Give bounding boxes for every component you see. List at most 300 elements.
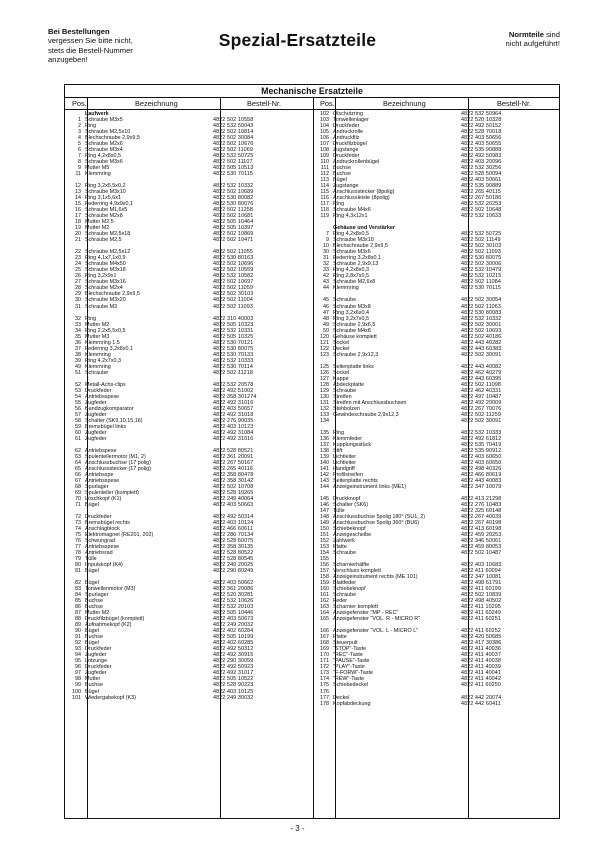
part-pos: 174	[320, 676, 329, 683]
part-number: 4822 443 40083	[461, 477, 502, 484]
part-description: Mutter M3	[85, 333, 110, 340]
part-number: 4822 358 301274	[213, 393, 257, 400]
part-pos: 83	[75, 586, 81, 593]
part-number: 4822 532 50725	[213, 153, 254, 160]
part-pos: 151	[320, 532, 329, 539]
part-pos: 25	[75, 267, 81, 274]
part-pos: 77	[75, 544, 81, 551]
part-number: 4822 249 40064	[213, 496, 254, 502]
part-number: 4822 505 10513	[213, 165, 254, 172]
part-number: 4822 413 21298	[461, 496, 502, 502]
part-pos: 79	[75, 556, 81, 563]
part-pos: 39	[75, 357, 81, 364]
part-number: 4822 502 11258	[213, 207, 253, 214]
part-number: 4822 532 50725	[461, 231, 502, 238]
part-description: Blechschraube 2,9x9,5	[85, 135, 140, 142]
part-number: 4822 280 70134	[213, 532, 254, 539]
part-pos: 169	[320, 646, 329, 653]
part-pos: 93	[75, 646, 81, 653]
part-pos: 134	[320, 417, 329, 424]
part-pos: 44	[323, 285, 329, 292]
part-pos: 33	[323, 267, 329, 274]
part-description: "F-FORW"-Taste	[333, 670, 373, 677]
right-parts-list	[315, 111, 559, 707]
part-number: 4822 411 40037	[461, 652, 501, 659]
part-pos: 16	[75, 207, 81, 214]
part-pos: 71	[75, 502, 81, 509]
part-description: Anschlussstecker (8polig)	[333, 189, 395, 196]
part-pos: 87	[75, 610, 81, 617]
part-number: 4822 532 10333	[461, 429, 502, 436]
part-number: 4822 347 10079	[461, 483, 502, 490]
part-pos: 5	[78, 141, 81, 148]
part-description: Buchse	[333, 171, 351, 178]
part-number: 4822 528 80522	[213, 550, 254, 557]
part-number: 4822 267 50167	[213, 459, 254, 466]
part-pos: 76	[75, 538, 81, 545]
part-description: Zahlwerk	[333, 538, 355, 545]
part-number: 4822 403 50657	[213, 405, 254, 412]
part-pos: 94	[75, 652, 81, 659]
part-number: 4822 532 20578	[213, 381, 254, 388]
part-description: Stehbolzen	[333, 405, 360, 412]
part-number: 4822 532 10332	[213, 183, 254, 190]
part-pos: 26	[75, 273, 81, 280]
part-pos: 21	[75, 237, 81, 244]
part-description: Blechschraube 2,9x9,5	[85, 291, 140, 298]
order-note-line: anzugeben!	[48, 55, 88, 65]
part-number: 4822 502 11093	[461, 249, 501, 256]
part-number: 4822 411 40042	[461, 676, 501, 683]
part-pos: 110	[320, 159, 329, 166]
part-number: 4822 532 20253	[461, 201, 502, 208]
part-pos: 24	[75, 261, 81, 268]
part-description: Antriebsspese	[85, 393, 120, 400]
part-description: Schraube	[333, 297, 357, 304]
part-pos: 95	[75, 658, 81, 665]
part-description: Schraube M3x6	[333, 249, 371, 256]
part-pos: 139	[320, 453, 329, 460]
table-row	[67, 695, 311, 701]
part-description: Andruckfilz	[333, 135, 360, 142]
col-header-bezeichnung-left: Bezeichnung	[135, 99, 178, 108]
part-description: Schalter (SK6)	[333, 502, 369, 509]
part-pos: 33	[75, 321, 81, 328]
part-pos: 121	[320, 339, 329, 346]
part-number: 4822 530 80163	[213, 255, 254, 262]
part-description: Seitenplatte links	[333, 363, 374, 370]
part-number: 4822 505 10325	[213, 333, 254, 340]
part-description: Abdeckplatte	[333, 381, 365, 388]
part-description: Mutter M2,5	[85, 219, 114, 226]
part-pos: 80	[75, 562, 81, 569]
part-pos: 155	[320, 556, 329, 563]
part-number: 4822 249 20025	[213, 562, 254, 569]
left-parts-list	[67, 111, 311, 701]
part-number: 4822 505 10446	[213, 610, 254, 617]
order-note-bold: Bei Bestellungen	[48, 27, 110, 36]
part-number: 4822 492 30915	[213, 652, 254, 659]
part-number: 4822 502 10869	[213, 231, 254, 238]
parts-table	[64, 84, 560, 819]
part-number: 4822 411 40038	[461, 658, 501, 665]
part-description: Ring 2,8x7x0,5	[333, 273, 369, 280]
part-number: 4822 466 60611	[213, 526, 253, 533]
part-description: Schraube M3x10	[333, 237, 374, 244]
center-divider	[313, 98, 314, 818]
part-description: Schraube 2,9x9,13	[333, 261, 379, 268]
part-description: Schraube	[85, 369, 109, 376]
part-pos: 89	[75, 622, 81, 629]
part-pos: 49	[75, 363, 81, 370]
part-description: Klemmring 1,5	[85, 339, 120, 346]
part-description: Anschlussleiste (8polig)	[333, 195, 390, 202]
part-pos: 129	[320, 387, 329, 394]
order-note-line: stets die Bestell-Nummer	[48, 45, 133, 55]
part-pos: 116	[320, 195, 329, 202]
part-pos: 140	[320, 459, 329, 466]
part-pos: 58	[75, 417, 81, 424]
part-pos: 19	[75, 225, 81, 232]
part-pos: 133	[320, 411, 329, 418]
part-number: 4822 325 60148	[461, 508, 502, 515]
part-description: Zugfeder	[85, 429, 107, 436]
part-number: 4822 532 50964	[461, 111, 502, 117]
part-pos: 100	[72, 688, 81, 695]
part-description: Ring 4,2x8x0,3	[333, 267, 369, 274]
part-description: Schraube M3x5	[85, 117, 123, 124]
part-description: Antriebspese	[85, 447, 117, 454]
part-description: Platte	[333, 544, 347, 551]
part-pos: 46	[323, 303, 329, 310]
part-number: 4822 466 80619	[461, 471, 502, 478]
part-number: 4822 530 70114	[213, 363, 253, 370]
part-description: Buchse	[85, 682, 103, 689]
part-description: Schraube M4x6	[333, 207, 371, 214]
normteile-note-line2: nicht aufgeführt!	[505, 39, 560, 49]
part-description: Buchse	[85, 604, 103, 611]
part-pos: 138	[320, 447, 329, 454]
part-description: Kupplungsstück	[333, 441, 372, 448]
part-number: 4822 358 80478	[213, 471, 254, 478]
part-description: Anzeigefenster "VOL. R - MICRO R"	[333, 616, 421, 623]
part-number: 4822 492 50314	[213, 514, 254, 521]
part-description: Anschlussstecker (17 polig)	[85, 465, 151, 472]
part-number: 4822 528 50094	[461, 171, 502, 178]
part-number: 4822 502 30001	[461, 321, 502, 328]
part-number: 4822 528 10265	[213, 489, 254, 496]
part-description: Blattfeder	[333, 580, 357, 587]
part-description: Bügel	[333, 177, 347, 184]
part-pos: 106	[320, 135, 329, 142]
normteile-note-rest: sind	[543, 30, 560, 39]
part-pos: 51	[75, 369, 81, 376]
part-pos: 18	[75, 219, 81, 226]
part-description: Feder	[333, 598, 348, 605]
part-number: 4822 411 60249	[461, 610, 501, 617]
part-pos: 59	[75, 423, 81, 430]
part-description: Bügel	[85, 628, 99, 635]
part-pos: 61	[75, 435, 81, 442]
part-number: 4822 502 11098	[461, 381, 501, 388]
col-header-bestellnr-left: Bestell-Nr.	[247, 99, 282, 108]
part-pos: 131	[320, 399, 329, 406]
part-number: 4822 492 20009	[461, 399, 502, 406]
part-pos: 91	[75, 634, 81, 641]
part-description: Aufnahmekopf (K2)	[85, 622, 132, 629]
part-number: 4822 403 50656	[461, 135, 502, 142]
part-number: 4822 502 11084	[461, 279, 501, 286]
part-description: Klemmfeder	[333, 435, 363, 442]
part-number: 4822 502 10558	[213, 117, 254, 124]
part-pos: 101	[72, 694, 81, 701]
part-description: Tonwellenlager	[333, 117, 369, 124]
part-number: 4822 520 10328	[461, 117, 502, 124]
part-description: Zugstange	[333, 183, 359, 190]
part-number: 4822 502 30103	[213, 291, 254, 298]
part-number: 4822 532 10333	[213, 357, 254, 364]
part-description: Ring	[85, 123, 97, 130]
part-description: Druckfeder	[85, 387, 112, 394]
part-pos: 147	[320, 508, 329, 515]
part-number: 4822 346 50061	[461, 538, 502, 545]
part-description: Steuerpult	[333, 640, 358, 647]
part-description: Ring 4,2x8x0,5	[333, 231, 369, 238]
part-pos: 177	[320, 694, 329, 701]
part-number: 4822 459 80053	[461, 544, 502, 551]
part-number: 4822 411 40041	[461, 670, 501, 677]
part-pos: 107	[320, 141, 329, 148]
part-number: 4822 530 70121	[213, 339, 254, 346]
part-number: 4822 505 10323	[213, 321, 254, 328]
part-description: Scharnier komplett	[333, 604, 378, 611]
part-number: 4822 492 31016	[213, 435, 254, 442]
part-description: Deckel	[333, 345, 350, 352]
part-number: 4822 532 10215	[461, 273, 502, 280]
part-description: Profilstreifen	[333, 471, 363, 478]
part-pos: 49	[323, 321, 329, 328]
part-number: 4822 502 10676	[213, 141, 254, 148]
part-number: 4822 403 50661	[461, 177, 502, 184]
part-description: Bremsbügel rechts	[85, 520, 130, 527]
part-pos: 14	[75, 195, 81, 202]
part-description: Bandzugkomparator	[85, 405, 134, 412]
part-number: 4822 532 30256	[461, 165, 502, 172]
part-number: 4822 535 90889	[461, 183, 502, 190]
part-pos: 98	[75, 676, 81, 683]
part-pos: 50	[323, 327, 329, 334]
part-number: 4822 498 40326	[461, 465, 502, 472]
part-pos: 7	[326, 231, 329, 238]
part-pos: 171	[320, 658, 329, 665]
part-number: 4822 520 30281	[213, 592, 254, 599]
part-pos: 170	[320, 652, 329, 659]
part-description: Tonwellenmotor (M3)	[85, 586, 136, 593]
table-row	[315, 701, 559, 707]
part-pos: 30	[323, 249, 329, 256]
part-description: Ring 3,2x9x1	[85, 273, 117, 280]
part-pos: 132	[320, 405, 329, 412]
part-description: Anschlussbuchse 5polig 180° (SU1, 2)	[333, 514, 426, 521]
part-description: Sockel	[333, 339, 350, 346]
part-number: 4822 403 60650	[461, 453, 502, 460]
part-description: Schraube	[333, 550, 357, 557]
part-number: 4822 532 10331	[213, 327, 254, 334]
part-pos: 173	[320, 670, 329, 677]
part-number: 4822 267 50186	[461, 195, 502, 202]
part-description: Klemmring	[85, 351, 111, 358]
part-description: Anschlagblock	[85, 526, 120, 533]
part-pos: 60	[75, 429, 81, 436]
part-pos: 64	[75, 459, 81, 466]
part-number: 4822 492 31017	[213, 670, 254, 677]
part-description: Federring 3,2x8x0,1	[85, 345, 133, 352]
part-pos: 114	[320, 183, 329, 190]
part-description: Schraube	[333, 387, 357, 394]
part-pos: 75	[75, 532, 81, 539]
part-pos: 123	[320, 351, 329, 358]
part-pos: 6	[78, 147, 81, 154]
part-description: Schraube M2x8	[85, 213, 123, 220]
part-pos: 62	[75, 447, 81, 454]
part-description: Federring 3,2x8x0,1	[333, 255, 381, 262]
part-pos: 31	[323, 255, 329, 262]
part-pos: 43	[323, 279, 329, 286]
part-pos: 150	[320, 526, 329, 533]
part-description: Streifen mit Anschlussbuchsen	[333, 399, 407, 406]
part-pos: 35	[75, 333, 81, 340]
part-description: Anzeigeinstrument rechts (ME 101)	[333, 574, 418, 581]
part-description: Schraube 2,9x12,3	[333, 351, 379, 358]
part-pos: 2	[78, 123, 81, 130]
part-description: Laufwerk	[85, 111, 109, 117]
part-description: Mutter M5	[85, 165, 110, 172]
part-number: 4822 532 20103	[213, 604, 254, 611]
part-description: Anzeigescheibe	[333, 532, 372, 539]
part-description: Ring	[85, 315, 97, 322]
part-description: Platte	[333, 634, 347, 641]
part-number: 4822 502 11069	[213, 147, 253, 154]
part-number: 4822 492 31018	[213, 411, 254, 418]
part-pos: 102	[320, 111, 329, 117]
part-number: 4822 443 40282	[461, 339, 502, 346]
part-description: Kopfabdeckung	[333, 700, 371, 707]
part-pos: 160	[320, 586, 329, 593]
part-description: Lötzunge	[85, 658, 108, 665]
part-description: Druckfeder	[333, 153, 360, 160]
part-number: 4822 528 80521	[213, 447, 254, 454]
part-description: Klemmring	[85, 363, 111, 370]
part-description: Druckfilzbügel	[333, 141, 367, 148]
part-number: 4822 535 70419	[461, 441, 502, 448]
part-description: Druckfeder	[85, 646, 112, 653]
part-number: 4822 502 30091	[461, 351, 502, 358]
part-description: Buchse	[85, 598, 103, 605]
col-header-pos-right: Pos.	[320, 99, 335, 108]
part-number: 4822 502 10487	[461, 550, 502, 557]
part-description: Schraube M4x50	[85, 261, 126, 268]
part-pos: 103	[320, 117, 329, 124]
part-description: Bügel	[85, 580, 99, 587]
part-pos: 37	[75, 345, 81, 352]
part-number: 4822 411 10295	[461, 604, 501, 611]
part-number: 4822 532 10332	[461, 315, 502, 322]
part-description: Schwungrad	[85, 538, 115, 545]
part-description: Löschkopf (K1)	[85, 496, 122, 502]
part-number: 4822 492 31084	[213, 429, 254, 436]
part-description: "REC"-Taste	[333, 652, 363, 659]
part-description: Blechschraube 2,9x9,5	[333, 243, 388, 250]
part-pos: 11	[75, 171, 81, 178]
part-description: Schraube M4x8	[333, 327, 371, 334]
part-number: 4822 502 11004	[213, 297, 253, 304]
part-pos: 161	[320, 592, 329, 599]
part-pos: 30	[75, 297, 81, 304]
part-number: 4822 411 40039	[461, 664, 501, 671]
part-description: Zugfeder	[85, 670, 107, 677]
part-number: 4822 505 10522	[213, 676, 254, 683]
part-pos: 85	[75, 598, 81, 605]
part-pos: 119	[320, 213, 329, 220]
part-pos: 96	[75, 664, 81, 671]
part-number: 4822 403 50673	[213, 616, 254, 623]
part-number: 4822 443 60395	[461, 375, 502, 382]
part-number: 4822 532 10626	[213, 598, 254, 605]
part-description: Ring 3,2x5,5x0,2	[85, 183, 126, 190]
part-number: 4822 276 10483	[461, 502, 502, 509]
part-description: Druckfeder	[85, 664, 112, 671]
part-description: Metall-Achs-clips	[85, 381, 126, 388]
part-description: Schraube M2x4	[85, 285, 123, 292]
part-pos: 48	[323, 315, 329, 322]
part-number: 4822 502 11149	[461, 237, 501, 244]
part-pos: 54	[75, 393, 81, 400]
part-description: Schraube M2x6	[85, 141, 123, 148]
part-description: Zugfeder	[85, 399, 107, 406]
part-number: 4822 442 20074	[461, 694, 502, 701]
part-number: 4822 502 11055	[213, 249, 253, 256]
part-pos: 97	[75, 670, 81, 677]
part-description: Elektromagnet (RE201, 202)	[85, 532, 154, 539]
part-description: Gewindeschraube 2,9x12,3	[333, 411, 399, 418]
part-number: 4822 249 20032	[213, 622, 254, 629]
part-description: Schraube M2,6x8	[333, 279, 376, 286]
part-number: 4822 403 10124	[213, 520, 254, 527]
part-number: 4822 492 61812	[461, 435, 502, 442]
part-pos: 9	[78, 165, 81, 172]
part-pos: 117	[320, 201, 329, 208]
part-description: Seitenplatte rechts	[333, 477, 378, 484]
col-header-pos-left: Pos.	[72, 99, 87, 108]
part-description: Mutter	[85, 676, 101, 683]
part-number: 4822 530 80076	[213, 201, 254, 208]
part-description: Zugfeder	[85, 411, 107, 418]
part-description: Ring 4,2x8x0,5	[85, 153, 121, 160]
part-number: 4822 442 60411	[461, 700, 501, 707]
part-pos: 141	[320, 465, 329, 472]
part-description: Bügel	[85, 502, 99, 509]
part-number: 4822 502 30054	[461, 297, 502, 304]
part-number: 4822 502 11218	[213, 369, 253, 376]
part-number: 4822 502 10689	[213, 189, 254, 196]
part-number: 4822 420 50685	[461, 634, 502, 641]
part-pos: 159	[320, 580, 329, 587]
part-pos: 178	[320, 700, 329, 707]
part-description: Schraube M3x6	[85, 159, 123, 166]
part-pos: 166	[320, 628, 329, 635]
part-description: Schiebeknopf	[333, 526, 366, 533]
part-description: Kappe	[333, 375, 349, 382]
